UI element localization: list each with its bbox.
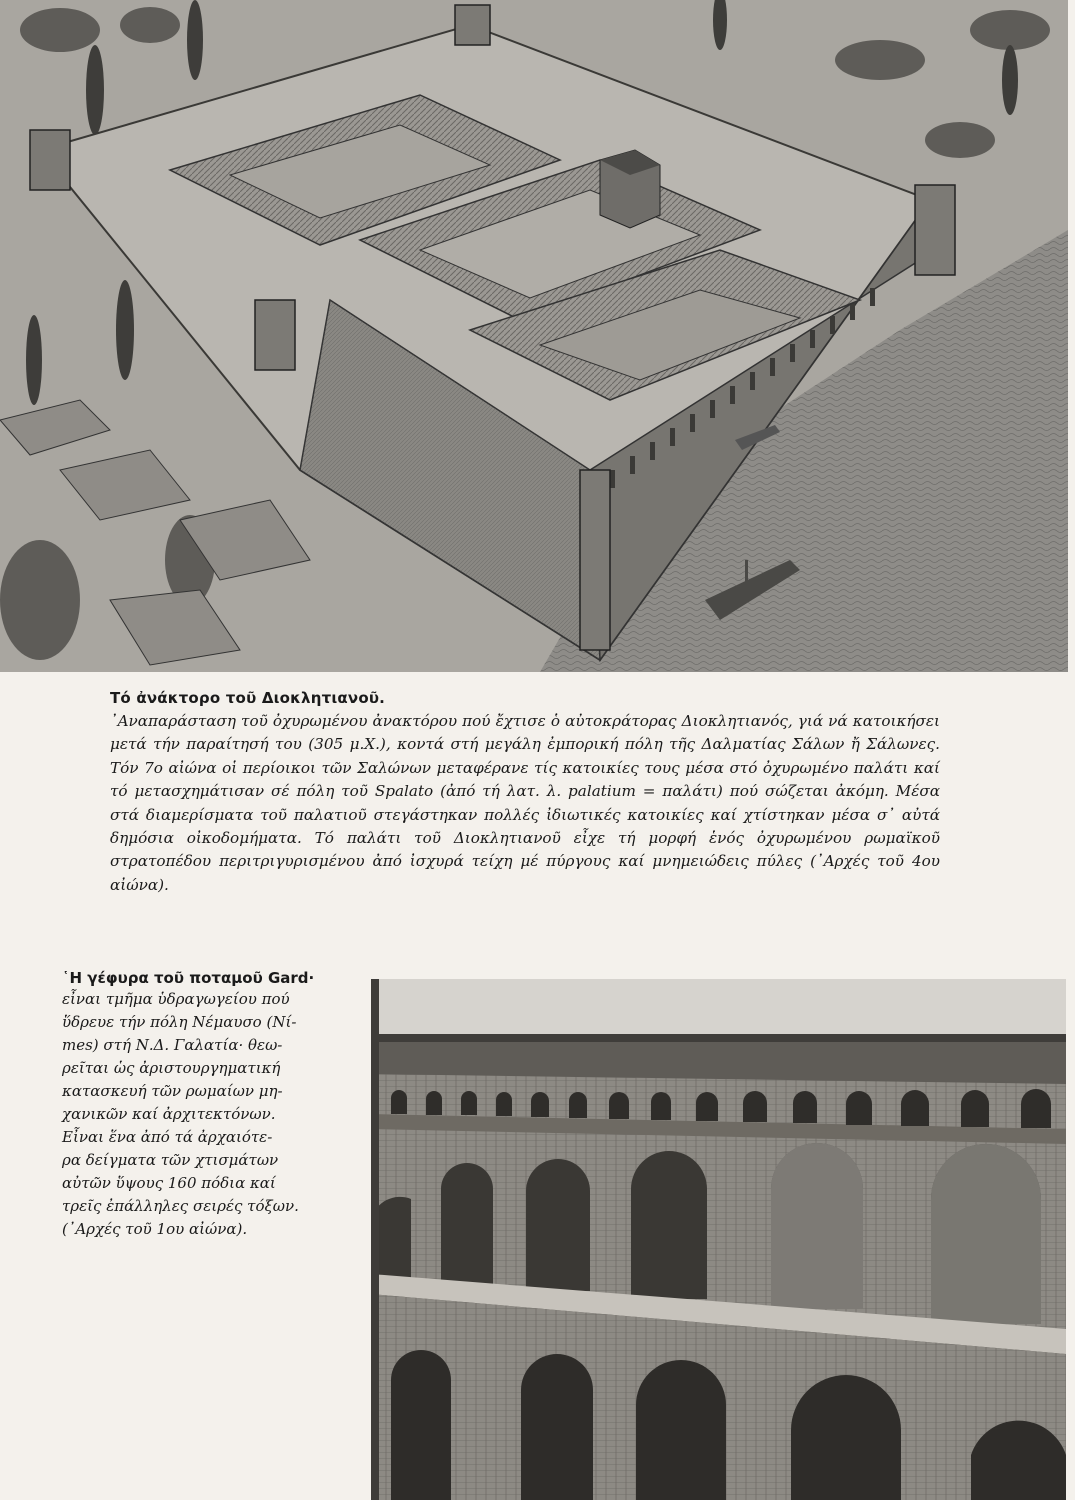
caption-line: ρεῖται ὡς ἀριστουργηματική	[62, 1059, 281, 1077]
caption-line: αὐτῶν ὕψους 160 πόδια καί	[62, 1174, 276, 1192]
caption-line: ρα δείγματα τῶν χτισμάτων	[62, 1151, 279, 1169]
aqueduct-photo	[371, 979, 1066, 1500]
caption-line: mes) στή Ν.Δ. Γαλατία· θεω-	[62, 1036, 283, 1054]
caption-line: χανικῶν καί ἀρχιτεκτόνων.	[62, 1105, 276, 1123]
palace-engraving	[0, 0, 1068, 672]
caption-line: (᾿Αρχές τοῦ 1ου αἰώνα).	[62, 1220, 248, 1238]
palace-caption-title: Τό ἀνάκτορο τοῦ Διοκλητιανοῦ.	[110, 689, 386, 707]
caption-line: τρεῖς ἐπάλληλες σειρές τόξων.	[62, 1197, 299, 1215]
aqueduct-caption	[62, 968, 358, 1241]
caption-line: εἶναι τμῆμα ὑδραγωγείου πού	[62, 990, 290, 1008]
aqueduct-caption-title: ῾Η γέφυρα τοῦ ποταμοῦ Gard·	[62, 969, 315, 987]
aqueduct-caption-text	[62, 988, 358, 1241]
palace-caption	[110, 688, 940, 897]
caption-line: κατασκευή τῶν ρωμαίων μη-	[62, 1082, 283, 1100]
caption-line: ὕδρευε τήν πόλη Νέμαυσο (Νί-	[62, 1013, 297, 1031]
palace-illustration	[0, 0, 1068, 672]
palace-caption-text: ᾿Αναπαράσταση τοῦ ὀχυρωμένου ἀνακτόρου πού ἔχτισε ὁ αὐτοκράτορας Διοκλητιανός, γιά νά κατοικήσει μετά τήν παραίτησή του (305 μ.Χ.), κοντά στή μεγάλη ἐμπορική πόλη τῆς Δαλματίας Σάλων ἤ Σάλωνες. Τόν 7ο αἰώνα οἱ περίοικοι τῶν Σαλώνων μεταφέρανε τίς κατοικίες τους μέσα στό ὀχυρωμένο παλάτι καί τό μετασχημάτισαν σέ πόλη τοῦ Spalato (ἀπό τή λατ. λ. palatium = παλάτι) πού σώζεται ἀκόμη. Μέσα στά διαμερίσματα τοῦ παλατιοῦ στεγάστηκαν πολλές ἰδιωτικές κατοικίες καί χτίστηκαν μέσα σ᾿ αὐτά δημόσια οἰκοδομήματα. Τό παλάτι τοῦ Διοκλητιανοῦ εἶχε τή μορφή ἑνός ὀχυρωμένου ρωμαϊκοῦ στρατοπέδου περιτριγυρισμένου ἀπό ἰσχυρά τείχη μέ πύργους καί μνημειώδεις πύλες (᾿Αρχές τοῦ 4ου αἰώνα).	[110, 712, 940, 894]
aqueduct-illustration	[371, 979, 1066, 1500]
caption-line: Εἶναι ἕνα ἀπό τά ἀρχαιότε-	[62, 1128, 273, 1146]
